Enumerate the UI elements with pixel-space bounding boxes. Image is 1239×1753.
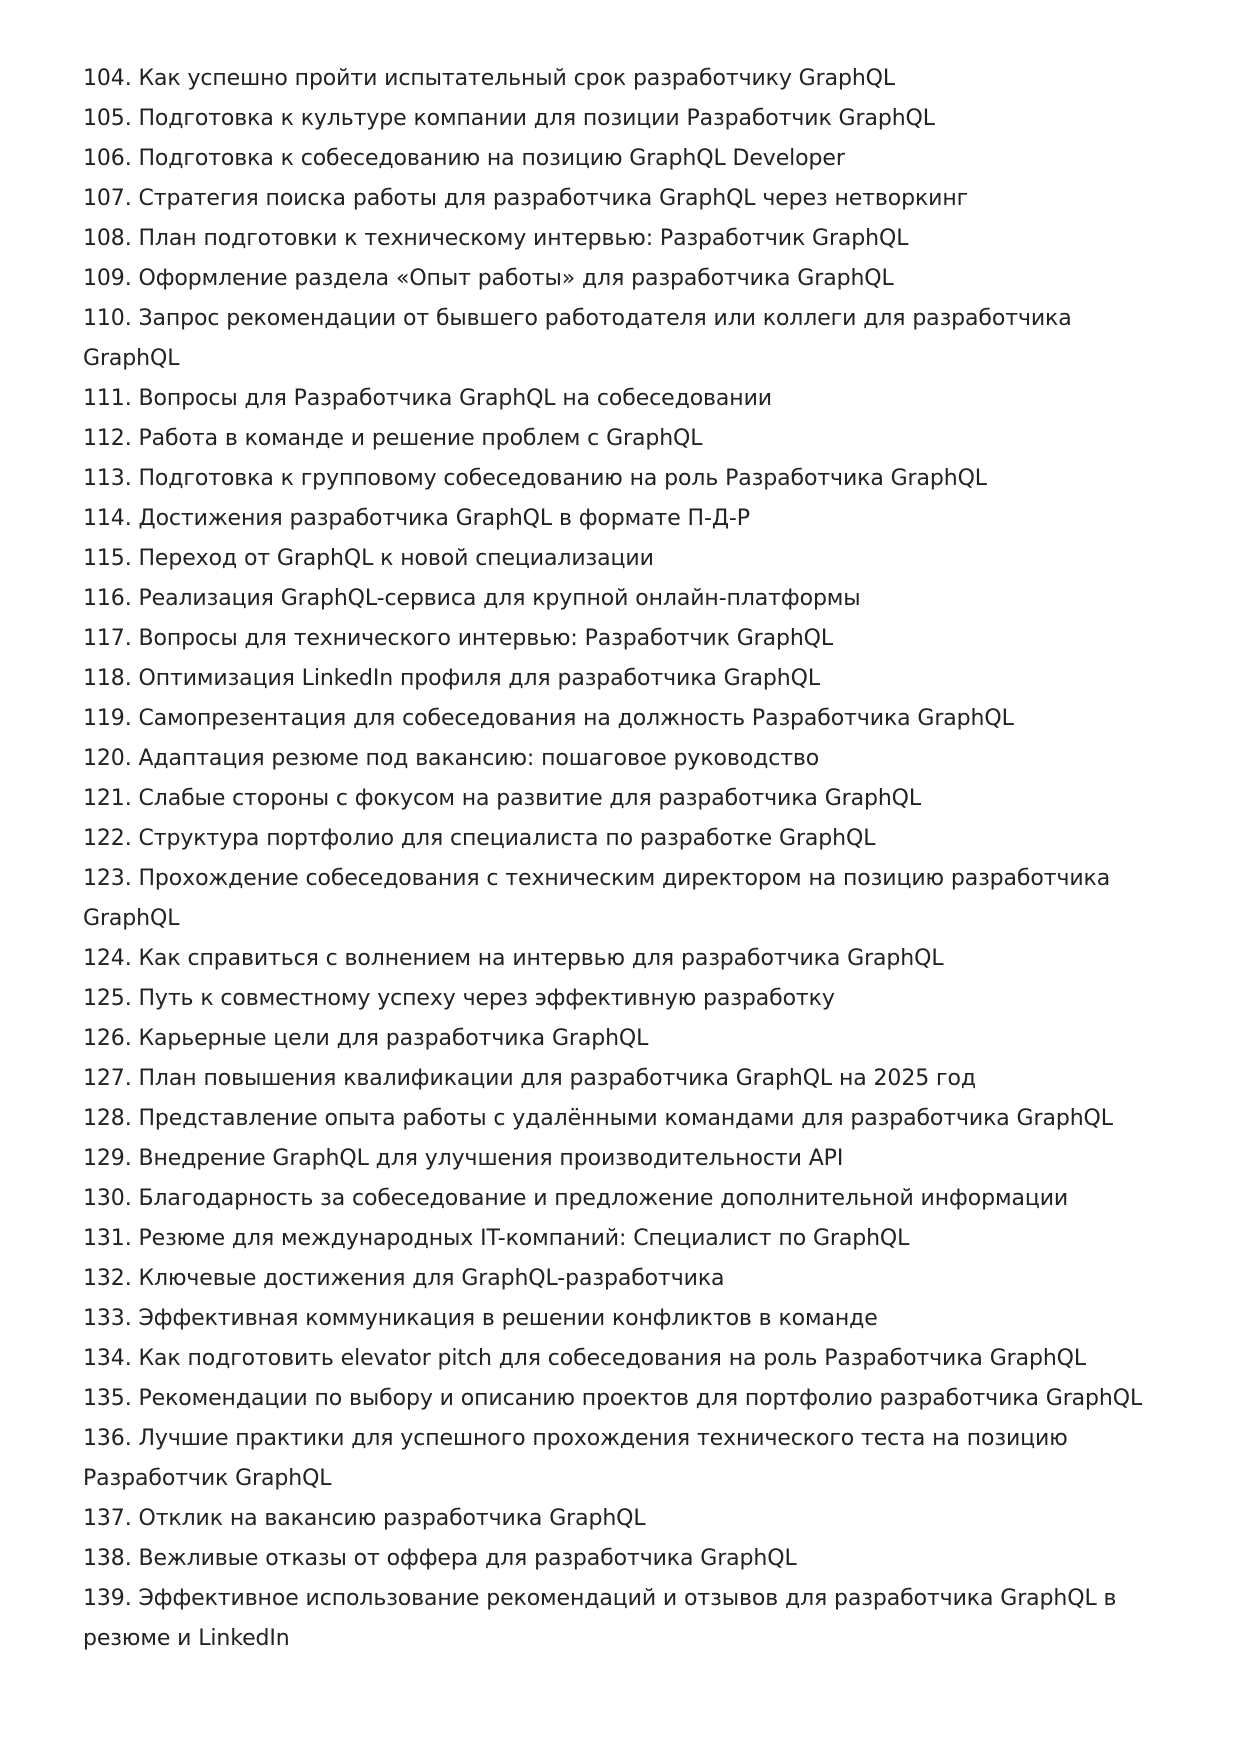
list-item: 114. Достижения разработчика GraphQL в формате П-Д-Р: [83, 506, 750, 531]
list-item: 135. Рекомендации по выбору и описанию проектов для портфолио разработчика GraphQL: [83, 1386, 1143, 1411]
document-page: [83, 59, 1163, 1659]
list-item: 113. Подготовка к групповому собеседованию на роль Разработчика GraphQL: [83, 466, 987, 491]
list-item: 115. Переход от GraphQL к новой специализации: [83, 546, 654, 571]
list-item: 127. План повышения квалификации для разработчика GraphQL на 2025 год: [83, 1066, 976, 1091]
list-item: 134. Как подготовить elevator pitch для собеседования на роль Разработчика GraphQL: [83, 1346, 1087, 1371]
list-item: 136. Лучшие практики для успешного прохождения технического теста на позицию Разработчик GraphQL: [83, 1426, 1068, 1491]
list-item: 109. Оформление раздела «Опыт работы» для разработчика GraphQL: [83, 266, 894, 291]
list-item: 129. Внедрение GraphQL для улучшения производительности API: [83, 1146, 844, 1171]
list-item: 117. Вопросы для технического интервью: Разработчик GraphQL: [83, 626, 834, 651]
list-item: 124. Как справиться с волнением на интервью для разработчика GraphQL: [83, 946, 944, 971]
list-item: 120. Адаптация резюме под вакансию: пошаговое руководство: [83, 746, 820, 771]
list-item: 116. Реализация GraphQL-сервиса для крупной онлайн-платформы: [83, 586, 861, 611]
list-item: 121. Слабые стороны с фокусом на развитие для разработчика GraphQL: [83, 786, 922, 811]
list-item: 123. Прохождение собеседования с техническим директором на позицию разработчика GraphQL: [83, 866, 1111, 931]
list-item: 108. План подготовки к техническому интервью: Разработчик GraphQL: [83, 226, 909, 251]
list-item: 118. Оптимизация LinkedIn профиля для разработчика GraphQL: [83, 666, 821, 691]
list-item: 105. Подготовка к культуре компании для позиции Разработчик GraphQL: [83, 106, 935, 131]
numbered-list: [83, 59, 1163, 1659]
list-item: 119. Самопрезентация для собеседования на должность Разработчика GraphQL: [83, 706, 1014, 731]
list-item: 112. Работа в команде и решение проблем с GraphQL: [83, 426, 703, 451]
list-item: 137. Отклик на вакансию разработчика GraphQL: [83, 1506, 646, 1531]
list-item: 131. Резюме для международных IT-компаний: Специалист по GraphQL: [83, 1226, 910, 1251]
list-item: 128. Представление опыта работы с удалёнными командами для разработчика GraphQL: [83, 1106, 1113, 1131]
list-item: 106. Подготовка к собеседованию на позицию GraphQL Developer: [83, 146, 845, 171]
list-item: 130. Благодарность за собеседование и предложение дополнительной информации: [83, 1186, 1069, 1211]
list-item: 104. Как успешно пройти испытательный срок разработчику GraphQL: [83, 66, 896, 91]
list-item: 122. Структура портфолио для специалиста по разработке GraphQL: [83, 826, 876, 851]
list-item: 111. Вопросы для Разработчика GraphQL на собеседовании: [83, 386, 772, 411]
list-item: 107. Стратегия поиска работы для разработчика GraphQL через нетворкинг: [83, 186, 969, 211]
list-item: 139. Эффективное использование рекомендаций и отзывов для разработчика GraphQL в резюме и LinkedIn: [83, 1586, 1117, 1651]
list-item: 138. Вежливые отказы от оффера для разработчика GraphQL: [83, 1546, 797, 1571]
list-item: 126. Карьерные цели для разработчика GraphQL: [83, 1026, 649, 1051]
list-item: 125. Путь к совместному успеху через эффективную разработку: [83, 986, 835, 1011]
list-item: 132. Ключевые достижения для GraphQL-разработчика: [83, 1266, 725, 1291]
list-item: 133. Эффективная коммуникация в решении конфликтов в команде: [83, 1306, 878, 1331]
list-item: 110. Запрос рекомендации от бывшего работодателя или коллеги для разработчика GraphQL: [83, 306, 1072, 371]
